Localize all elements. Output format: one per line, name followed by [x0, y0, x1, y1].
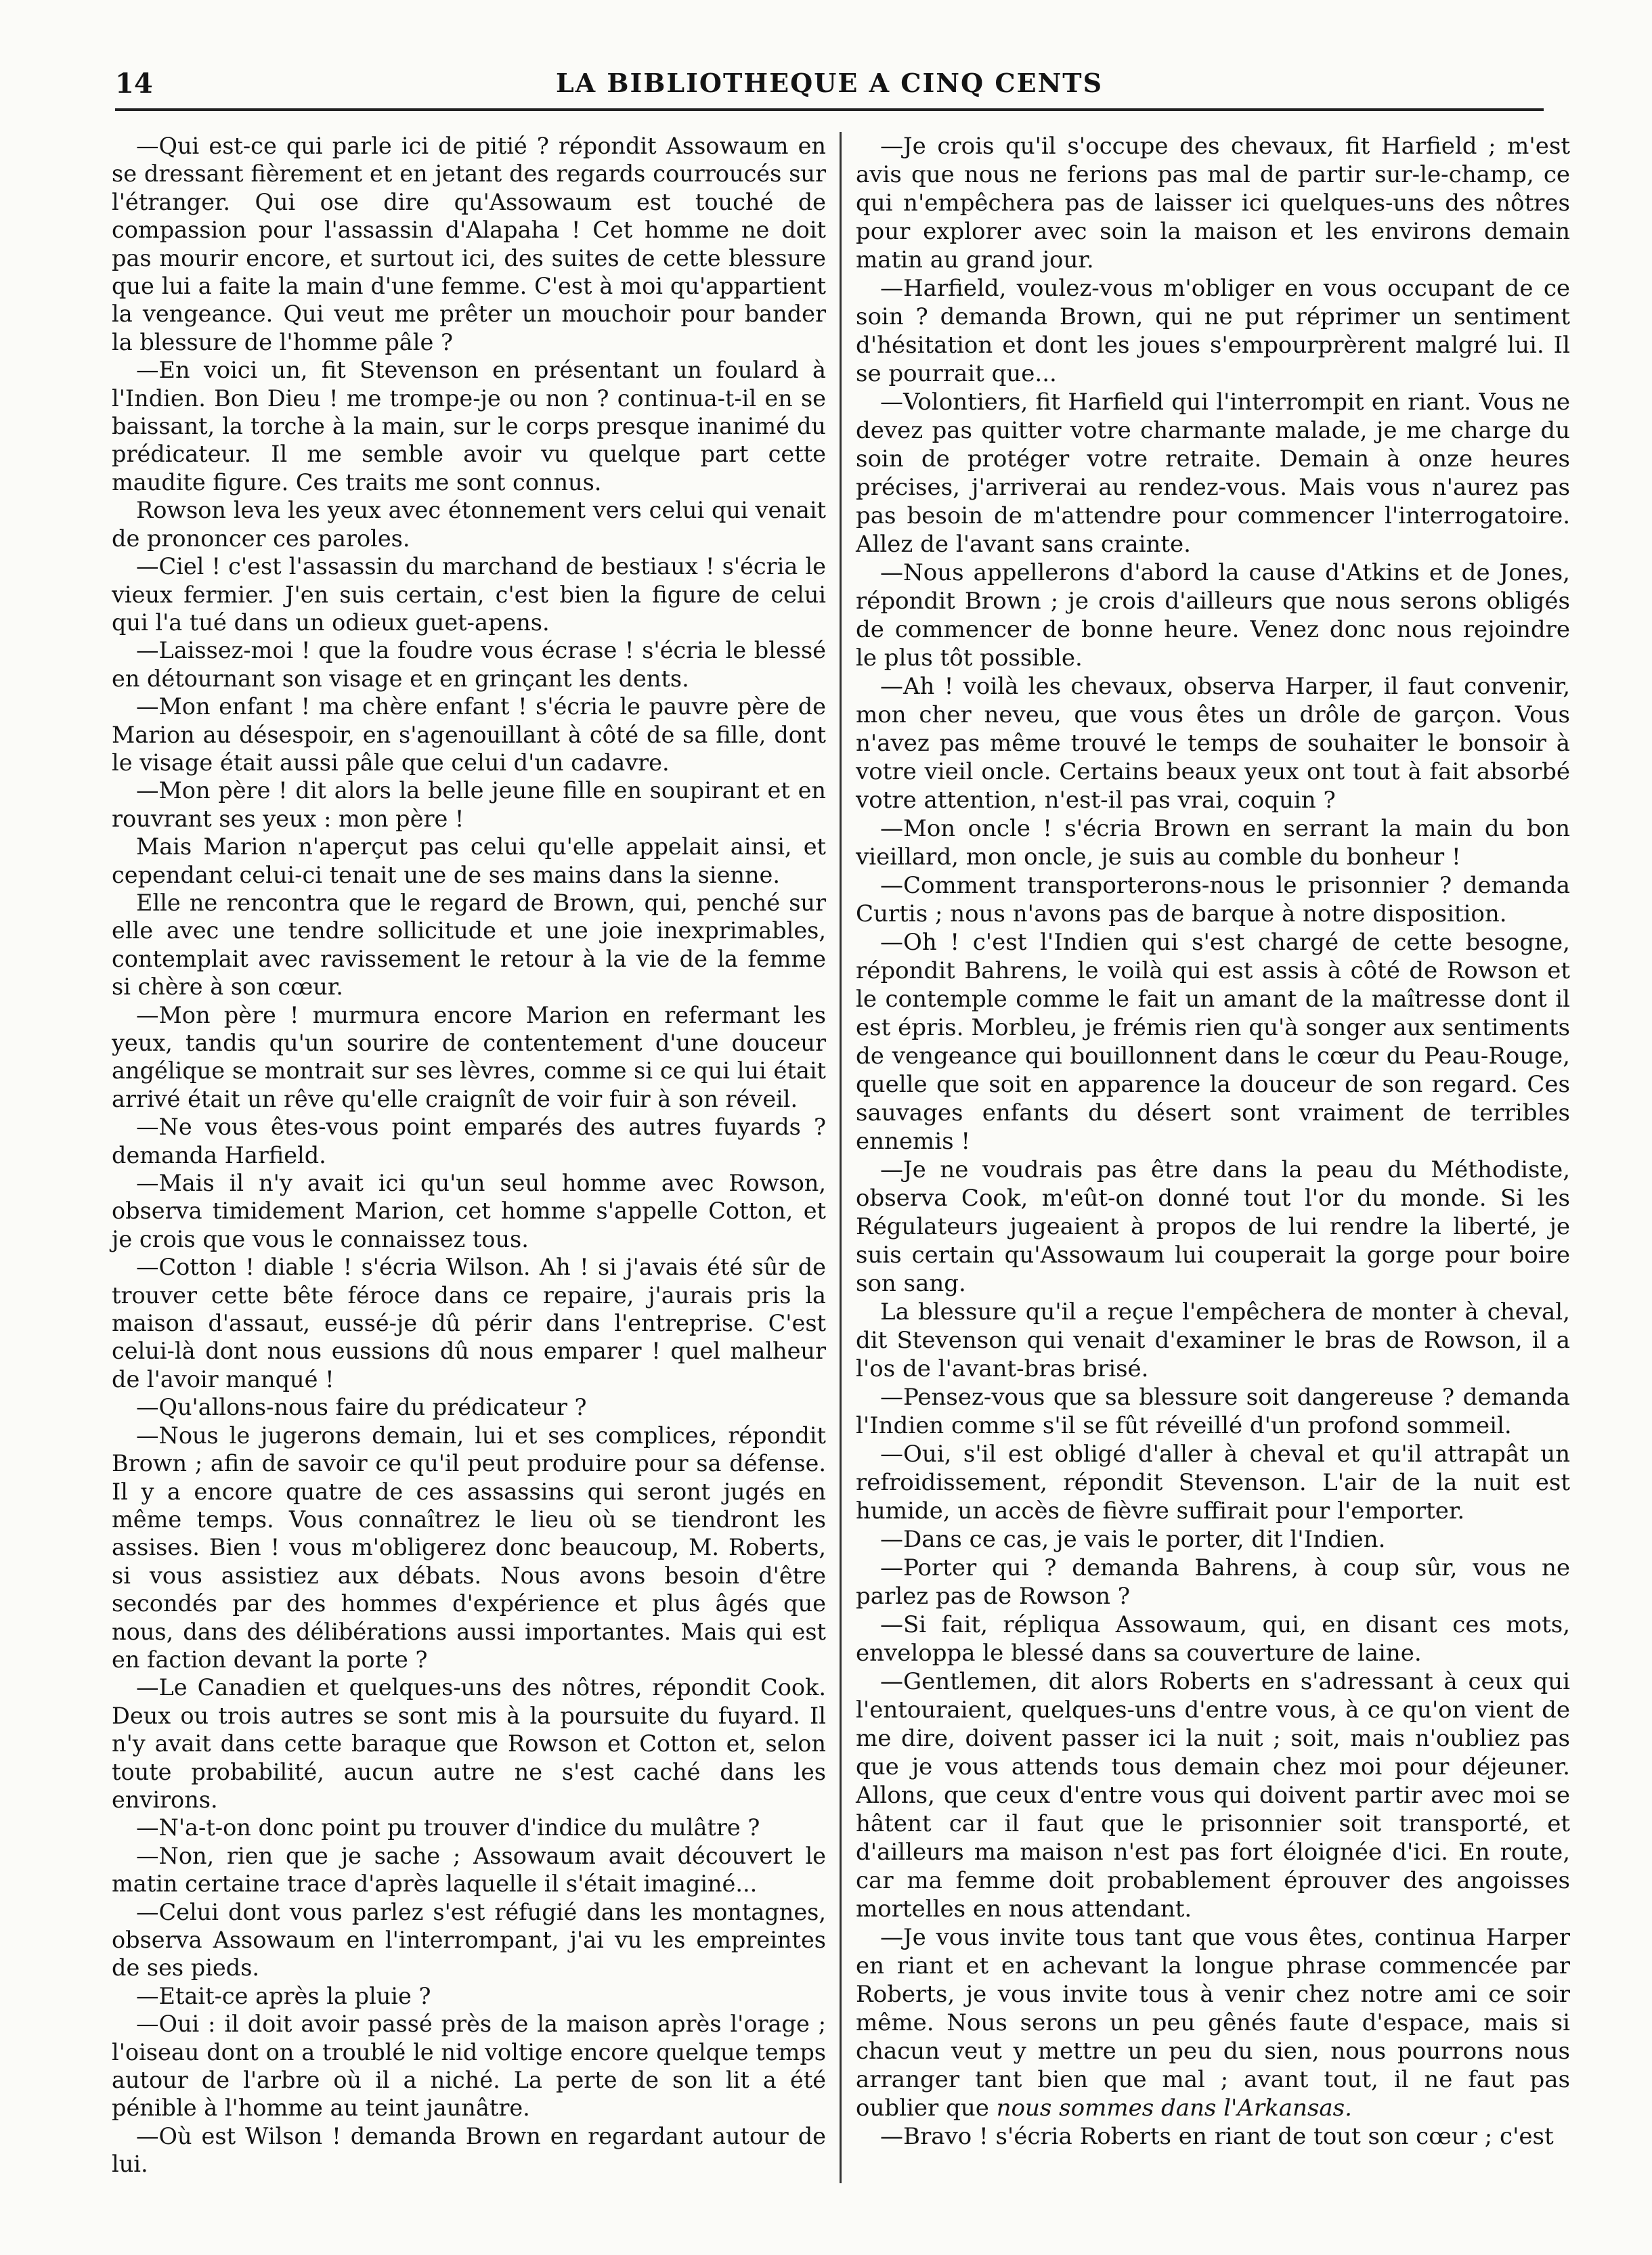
paragraph: —Nous appellerons d'abord la cause d'Atkins et de Jones, répondit Brown ; je crois d'ailleurs que nous serons obligés de commencer de bonne heure. Venez donc nous rejoindre le plus tôt possible.	[856, 559, 1570, 672]
paragraph: Rowson leva les yeux avec étonnement vers celui qui venait de prononcer ces paroles.	[112, 497, 826, 552]
paragraph-with-italic	[856, 1923, 1570, 2122]
header-rule	[115, 108, 1544, 111]
paragraph: —Celui dont vous parlez s'est réfugié dans les montagnes, observa Assowaum en l'interrompant, j'ai vu les empreintes de ses pieds.	[112, 1898, 826, 1982]
paragraph: —Non, rien que je sache ; Assowaum avait découvert le matin certaine trace d'après laquelle il s'était imaginé...	[112, 1842, 826, 1898]
paragraph: —Oui, s'il est obligé d'aller à cheval et qu'il attrapât un refroidissement, répondit Stevenson. L'air de la nuit est humide, un accès de fièvre suffirait pour l'emporter.	[856, 1441, 1570, 1525]
running-title: LA BIBLIOTHEQUE A CINQ CENTS	[555, 68, 1104, 98]
paragraph: Elle ne rencontra que le regard de Brown, qui, penché sur elle avec une tendre sollicitude et une joie inexprimables, contemplait avec ravissement le retour à la vie de la femme si chère à son cœur.	[112, 889, 826, 1001]
paragraph: —Porter qui ? demanda Bahrens, à coup sûr, vous ne parlez pas de Rowson ?	[856, 1554, 1570, 1610]
paragraph: —Ah ! voilà les chevaux, observa Harper, il faut convenir, mon cher neveu, que vous êtes un drôle de garçon. Vous n'avez pas même trouvé le temps de souhaiter le bonsoir à votre vieil oncle. Certains beaux yeux ont tout à fait absorbé votre attention, n'est-il pas vrai, coquin ?	[856, 673, 1570, 814]
paragraph: —Nous le jugerons demain, lui et ses complices, répondit Brown ; afin de savoir ce qu'il peut produire pour sa défense. Il y a encore quatre de ces assassins qui seront jugés en même temps. Vous connaîtrez le lieu où se tiendront les assises. Bien ! vous m'obligerez donc beaucoup, M. Roberts, si vous assistiez aux débats. Nous avons besoin d'être secondés par des hommes d'expérience et plus âgés que nous, dans des délibérations aussi importantes. Mais qui est en faction devant la porte ?	[112, 1422, 826, 1673]
paragraph: —Harfield, voulez-vous m'obliger en vous occupant de ce soin ? demanda Brown, qui ne put réprimer un sentiment d'hésitation et dont les joues s'empourprèrent malgré lui. Il se pourrait que...	[856, 275, 1570, 387]
paragraph: —En voici un, fit Stevenson en présentant un foulard à l'Indien. Bon Dieu ! me trompe-je ou non ? continua-t-il en se baissant, la torche à la main, sur le corps presque inanimé du prédicateur. Il me semble avoir vu quelque part cette maudite figure. Ces traits me sont connus.	[112, 357, 826, 496]
paragraph: —Oh ! c'est l'Indien qui s'est chargé de cette besogne, répondit Bahrens, le voilà qui est assis à côté de Rowson et le contemple comme le fait un amant de la maîtresse dont il est épris. Morbleu, je frémis rien qu'à songer aux sentiments de vengeance qui bouillonnent dans le cœur du Peau-Rouge, quelle que soit en apparence la douceur de son regard. Ces sauvages enfants du désert sont vraiment de terribles ennemis !	[856, 929, 1570, 1155]
page-number: 14	[115, 68, 153, 100]
paragraph: —Comment transporterons-nous le prisonnier ? demanda Curtis ; nous n'avons pas de barque à notre disposition.	[856, 872, 1570, 927]
paragraph: —Mon père ! murmura encore Marion en refermant les yeux, tandis qu'un sourire de contentement d'une douceur angélique se montrait sur ses lèvres, comme si ce qui lui était arrivé était un rêve qu'elle craignît de voir fuir à son réveil.	[112, 1001, 826, 1112]
paragraph: —Qui est-ce qui parle ici de pitié ? répondit Assowaum en se dressant fièrement et en jetant des regards courroucés sur l'étranger. Qui ose dire qu'Assowaum est touché de compassion pour l'assassin d'Alapaha ! Cet homme ne doit pas mourir encore, et surtout ici, des suites de cette blessure que lui a faite la main d'une femme. C'est à moi qu'appartient la vengeance. Qui veut me prêter un mouchoir pour bander la blessure de l'homme pâle ?	[112, 133, 826, 355]
paragraph: —Ciel ! c'est l'assassin du marchand de bestiaux ! s'écria le vieux fermier. J'en suis certain, c'est bien la figure de celui qui l'a tué dans un odieux guet-apens.	[112, 553, 826, 636]
paragraph: —Qu'allons-nous faire du prédicateur ?	[136, 1394, 587, 1421]
paragraph: —Je crois qu'il s'occupe des chevaux, fit Harfield ; m'est avis que nous ne ferions pas mal de partir sur-le-champ, ce qui n'empêchera pas de laisser ici quelques-uns des nôtres pour explorer avec soin la maison et les environs demain matin au grand jour.	[856, 133, 1570, 273]
right-column	[856, 132, 1570, 2151]
paragraph: —Mon oncle ! s'écria Brown en serrant la main du bon vieillard, mon oncle, je suis au comble du bonheur !	[856, 815, 1570, 871]
paragraph: —Gentlemen, dit alors Roberts en s'adressant à ceux qui l'entouraient, quelques-uns d'entre vous, à ce qu'on vient de me dire, doivent passer ici la nuit ; soit, mais n'oubliez pas que je vous attends tous demain chez moi pour déjeuner. Allons, que ceux d'entre vous qui doivent partir avec moi se hâtent car il faut que le prisonnier soit transporté, et d'ailleurs ma maison n'est pas fort éloignée d'ici. En route, car ma femme doit probablement éprouver des angoisses mortelles en nous attendant.	[856, 1668, 1570, 1923]
paragraph: —Laissez-moi ! que la foudre vous écrase ! s'écria le blessé en détournant son visage et en grinçant les dents.	[112, 637, 826, 692]
column-divider	[840, 132, 842, 2183]
paragraph: —Bravo ! s'écria Roberts en riant de tout son cœur ; c'est	[880, 2123, 1554, 2150]
page-header	[115, 68, 1544, 102]
paragraph: La blessure qu'il a reçue l'empêchera de monter à cheval, dit Stevenson qui venait d'examiner le bras de Rowson, il a l'os de l'avant-bras brisé.	[856, 1298, 1570, 1382]
paragraph: —Je ne voudrais pas être dans la peau du Méthodiste, observa Cook, m'eût-on donné tout l'or du monde. Si les Régulateurs jugeaient à propos de lui rendre la liberté, je suis certain qu'Assowaum lui couperait la gorge pour boire son sang.	[856, 1156, 1570, 1297]
paragraph: —Mais il n'y avait ici qu'un seul homme avec Rowson, observa timidement Marion, cet homme s'appelle Cotton, et je crois que vous le connaissez tous.	[112, 1170, 826, 1252]
paragraph: —Etait-ce après la pluie ?	[136, 1982, 431, 2009]
paragraph: —Le Canadien et quelques-uns des nôtres, répondit Cook. Deux ou trois autres se sont mis à la poursuite du fuyard. Il n'y avait dans cette baraque que Rowson et Cotton et, selon toute probabilité, aucun autre ne s'est caché dans les environs.	[112, 1674, 826, 1813]
paragraph: —Où est Wilson ! demanda Brown en regardant autour de lui.	[112, 2122, 826, 2178]
paragraph: —Volontiers, fit Harfield qui l'interrompit en riant. Vous ne devez pas quitter votre charmante malade, je me charge du soin de protéger votre retraite. Demain à onze heures précises, j'arriverai au rendez-vous. Mais vous n'aurez pas pas besoin de m'attendre pour commencer l'interrogatoire. Allez de l'avant sans crainte.	[856, 389, 1570, 558]
paragraph: —Dans ce cas, je vais le porter, dit l'Indien.	[880, 1526, 1386, 1553]
paragraph-text: —Je vous invite tous tant que vous êtes, continua Harper en riant et en achevant la longue phrase commencée par Roberts, je vous invite tous à venir chez notre ami ce soir même. Nous serons un peu gênés faute d'espace, mais si chacun veut y mettre un peu du sien, nous pourrons nous arranger tant bien que mal ; avant tout, il ne faut pas oublier que	[856, 1924, 1570, 2122]
paragraph: —Ne vous êtes-vous point emparés des autres fuyards ? demanda Harfield.	[112, 1114, 826, 1168]
italic-phrase: nous sommes dans l'Arkansas.	[996, 2095, 1352, 2122]
paragraph: —Pensez-vous que sa blessure soit dangereuse ? demanda l'Indien comme s'il se fût réveillé d'un profond sommeil.	[856, 1384, 1570, 1439]
paragraph: —Cotton ! diable ! s'écria Wilson. Ah ! si j'avais été sûr de trouver cette bête féroce dans ce repaire, j'aurais pris la maison d'assaut, eussé-je dû périr dans l'entreprise. C'est celui-là dont nous eussions dû nous emparer ! quel malheur de l'avoir manqué !	[112, 1254, 826, 1393]
left-column	[112, 132, 826, 2179]
paragraph: Mais Marion n'aperçut pas celui qu'elle appelait ainsi, et cependant celui-ci tenait une de ses mains dans la sienne.	[112, 833, 826, 888]
paragraph: —Oui : il doit avoir passé près de la maison après l'orage ; l'oiseau dont on a troublé le nid voltige encore quelque temps autour de l'arbre où il a niché. La perte de son lit a été pénible à l'homme au teint jaunâtre.	[112, 2011, 826, 2122]
paragraph: —N'a-t-on donc point pu trouver d'indice du mulâtre ?	[136, 1814, 760, 1841]
paragraph: —Si fait, répliqua Assowaum, qui, en disant ces mots, enveloppa le blessé dans sa couverture de laine.	[856, 1611, 1570, 1667]
paragraph: —Mon enfant ! ma chère enfant ! s'écria le pauvre père de Marion au désespoir, en s'agenouillant à côté de sa fille, dont le visage était aussi pâle que celui d'un cadavre.	[112, 693, 826, 776]
paragraph: —Mon père ! dit alors la belle jeune fille en soupirant et en rouvrant ses yeux : mon père !	[112, 777, 826, 832]
